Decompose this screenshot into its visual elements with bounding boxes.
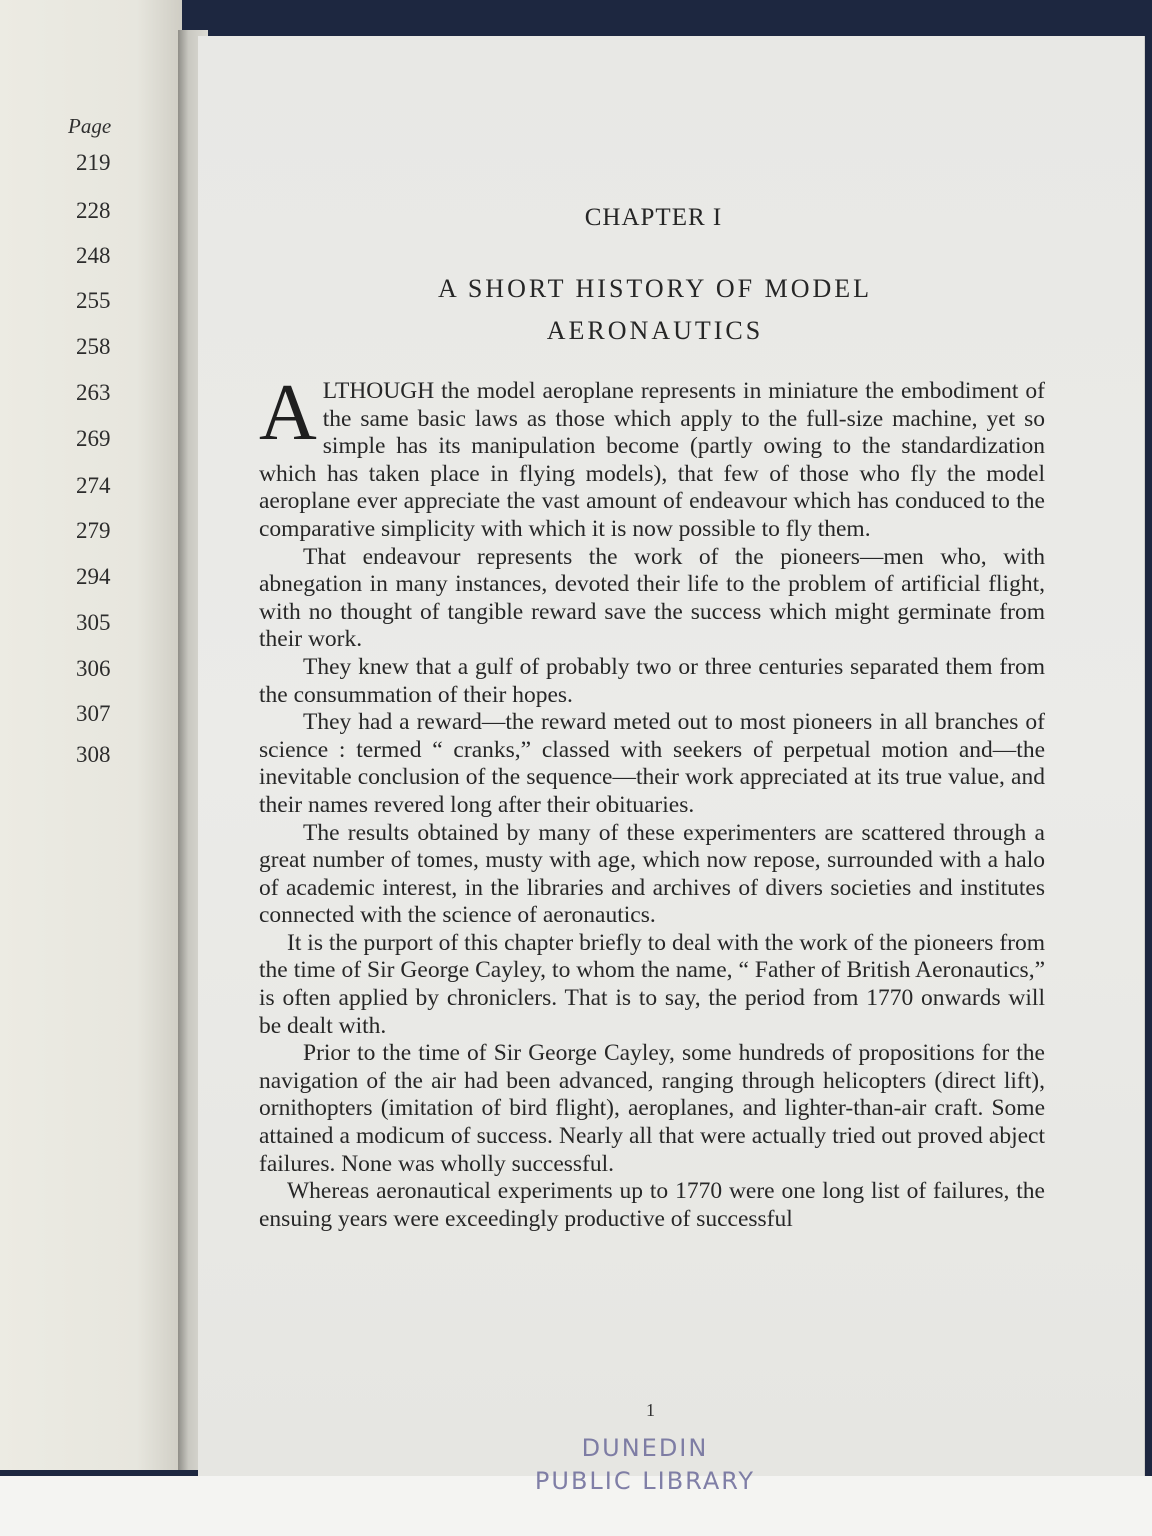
paragraph: That endeavour represents the work of the pioneers—men who, with abnegation in many instances, devoted their life to the problem of artificial flight, with no thought of tangible reward save the success which might germinate from their work. (259, 543, 1045, 653)
page-number: 228 (76, 198, 111, 223)
page-number: 308 (76, 742, 111, 767)
paragraph: The results obtained by many of these experimenters are scattered through a great number of tomes, musty with age, which now repose, surrounded with a halo of academic interest, in the libraries and archives of divers societies and institutes connected with the science of aeronautics. (259, 819, 1045, 929)
page-number: 269 (76, 426, 111, 451)
page-number: 258 (76, 334, 111, 359)
chapter-title-line: AERONAUTICS (546, 316, 764, 345)
paragraph (259, 369, 1045, 544)
paragraph: They knew that a gulf of probably two or three centuries separated them from the consummation of their hopes. (259, 653, 1045, 708)
library-stamp (505, 1432, 785, 1498)
page-number: 263 (76, 380, 111, 405)
paragraph: Whereas aeronautical experiments up to 1770 were one long list of failures, the ensuing years were exceedingly productive of successful (259, 1178, 1045, 1232)
page-number: 294 (76, 564, 111, 589)
chapter-title-line: A SHORT HISTORY OF MODEL (437, 274, 873, 303)
stamp-line: PUBLIC LIBRARY (534, 1467, 756, 1495)
paragraph: Prior to the time of Sir George Cayley, some hundreds of propositions for the navigation of the air had been advanced, ranging through helicopters (direct lift), ornithopters (imitation of bird flight), aeroplanes, and lighter-than-air craft. Some attained a modicum of success. Nearly all that were actually tried out proved abject failures. None was wholly successful. (259, 1040, 1045, 1177)
paragraph: It is the purport of this chapter briefly to deal with the work of the pioneers from the time of Sir George Cayley, to whom the name, “ Father of British Aeronautics,” is often applied by chroniclers. That is to say, the period from 1770 onwards will be dealt with. (259, 929, 1045, 1039)
page-number: 305 (76, 610, 111, 635)
folio-page-number: 1 (646, 1400, 655, 1420)
page-number: 306 (76, 656, 111, 681)
page-number: 248 (76, 243, 111, 268)
page-number: 219 (76, 150, 111, 175)
paragraph: They had a reward—the reward meted out to most pioneers in all branches of science : termed “ cranks,” classed with seekers of perpetual motion and—the inevitable conclusion of the sequence—their work appreciated at its true value, and their names revered long after their obituaries. (259, 709, 1045, 818)
page-number: 307 (76, 701, 111, 726)
page-number: 279 (76, 518, 111, 543)
page-number: 274 (76, 473, 111, 498)
page-number: 255 (76, 288, 111, 313)
chapter-title (360, 268, 950, 352)
body-text (259, 369, 1045, 1233)
drop-cap: A (259, 369, 317, 457)
paragraph-text: LTHOUGH the model aeroplane represents in miniature the embodiment of the same basic laws as those which apply to the full-size machine, yet so simple has its manipulation become (partly owing to the standardization which has taken place in flying models), that few of those who fly the model aeroplane ever appreciate the vast amount of endeavour which has conduced to the comparative simplicity with which it is now possible to fly them. (259, 378, 1045, 542)
page-column-heading: Page (68, 114, 112, 138)
stamp-line: DUNEDIN (581, 1434, 709, 1462)
chapter-heading: CHAPTER I (584, 204, 723, 231)
